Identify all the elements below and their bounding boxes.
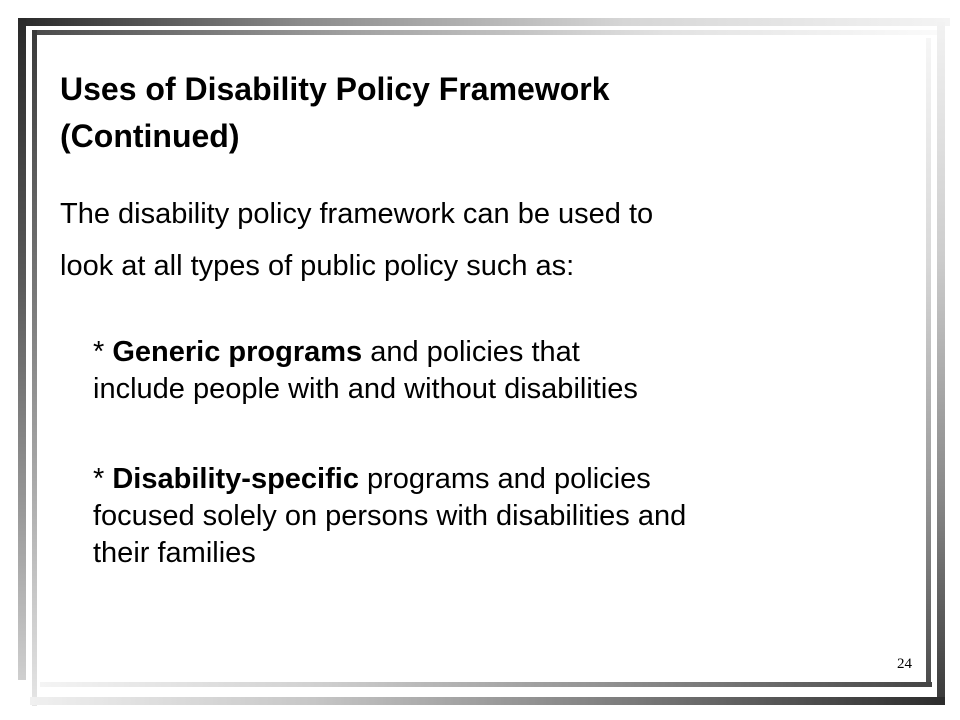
frame-left-inner-bar [32,30,37,706]
bullet-disability-specific [93,461,923,572]
bullet-emphasis: Generic programs [112,336,363,368]
title-line-2: (Continued) [60,118,240,154]
page-number: 24 [897,656,912,672]
bullet-marker: * [93,336,105,368]
bullet-text-line-3: their families [93,537,256,569]
intro-line-1: The disability policy framework can be used to [60,198,654,230]
bullet-text: programs and policies [358,463,651,495]
frame-top-inner-bar [32,30,937,35]
frame-top-bar [20,18,950,26]
bullet-text-line-2: focused solely on persons with disabilities and [93,500,687,532]
bullet-marker: * [93,463,105,495]
frame-right-inner-bar [926,38,931,682]
intro-line-2: look at all types of public policy such as: [60,250,575,282]
title-line-1: Uses of Disability Policy Framework [60,71,610,107]
bullet-text: and policies that [362,336,580,368]
slide-title [60,66,880,160]
bullet-generic-programs [93,334,923,408]
bullet-emphasis: Disability-specific [112,463,359,495]
bullet-text-line-2: include people with and without disabilities [93,373,638,405]
frame-bottom-bar [30,697,945,705]
intro-text [60,188,910,292]
frame-left-bar [18,18,26,680]
frame-right-bar [937,22,945,702]
frame-bottom-inner-bar [40,682,932,687]
